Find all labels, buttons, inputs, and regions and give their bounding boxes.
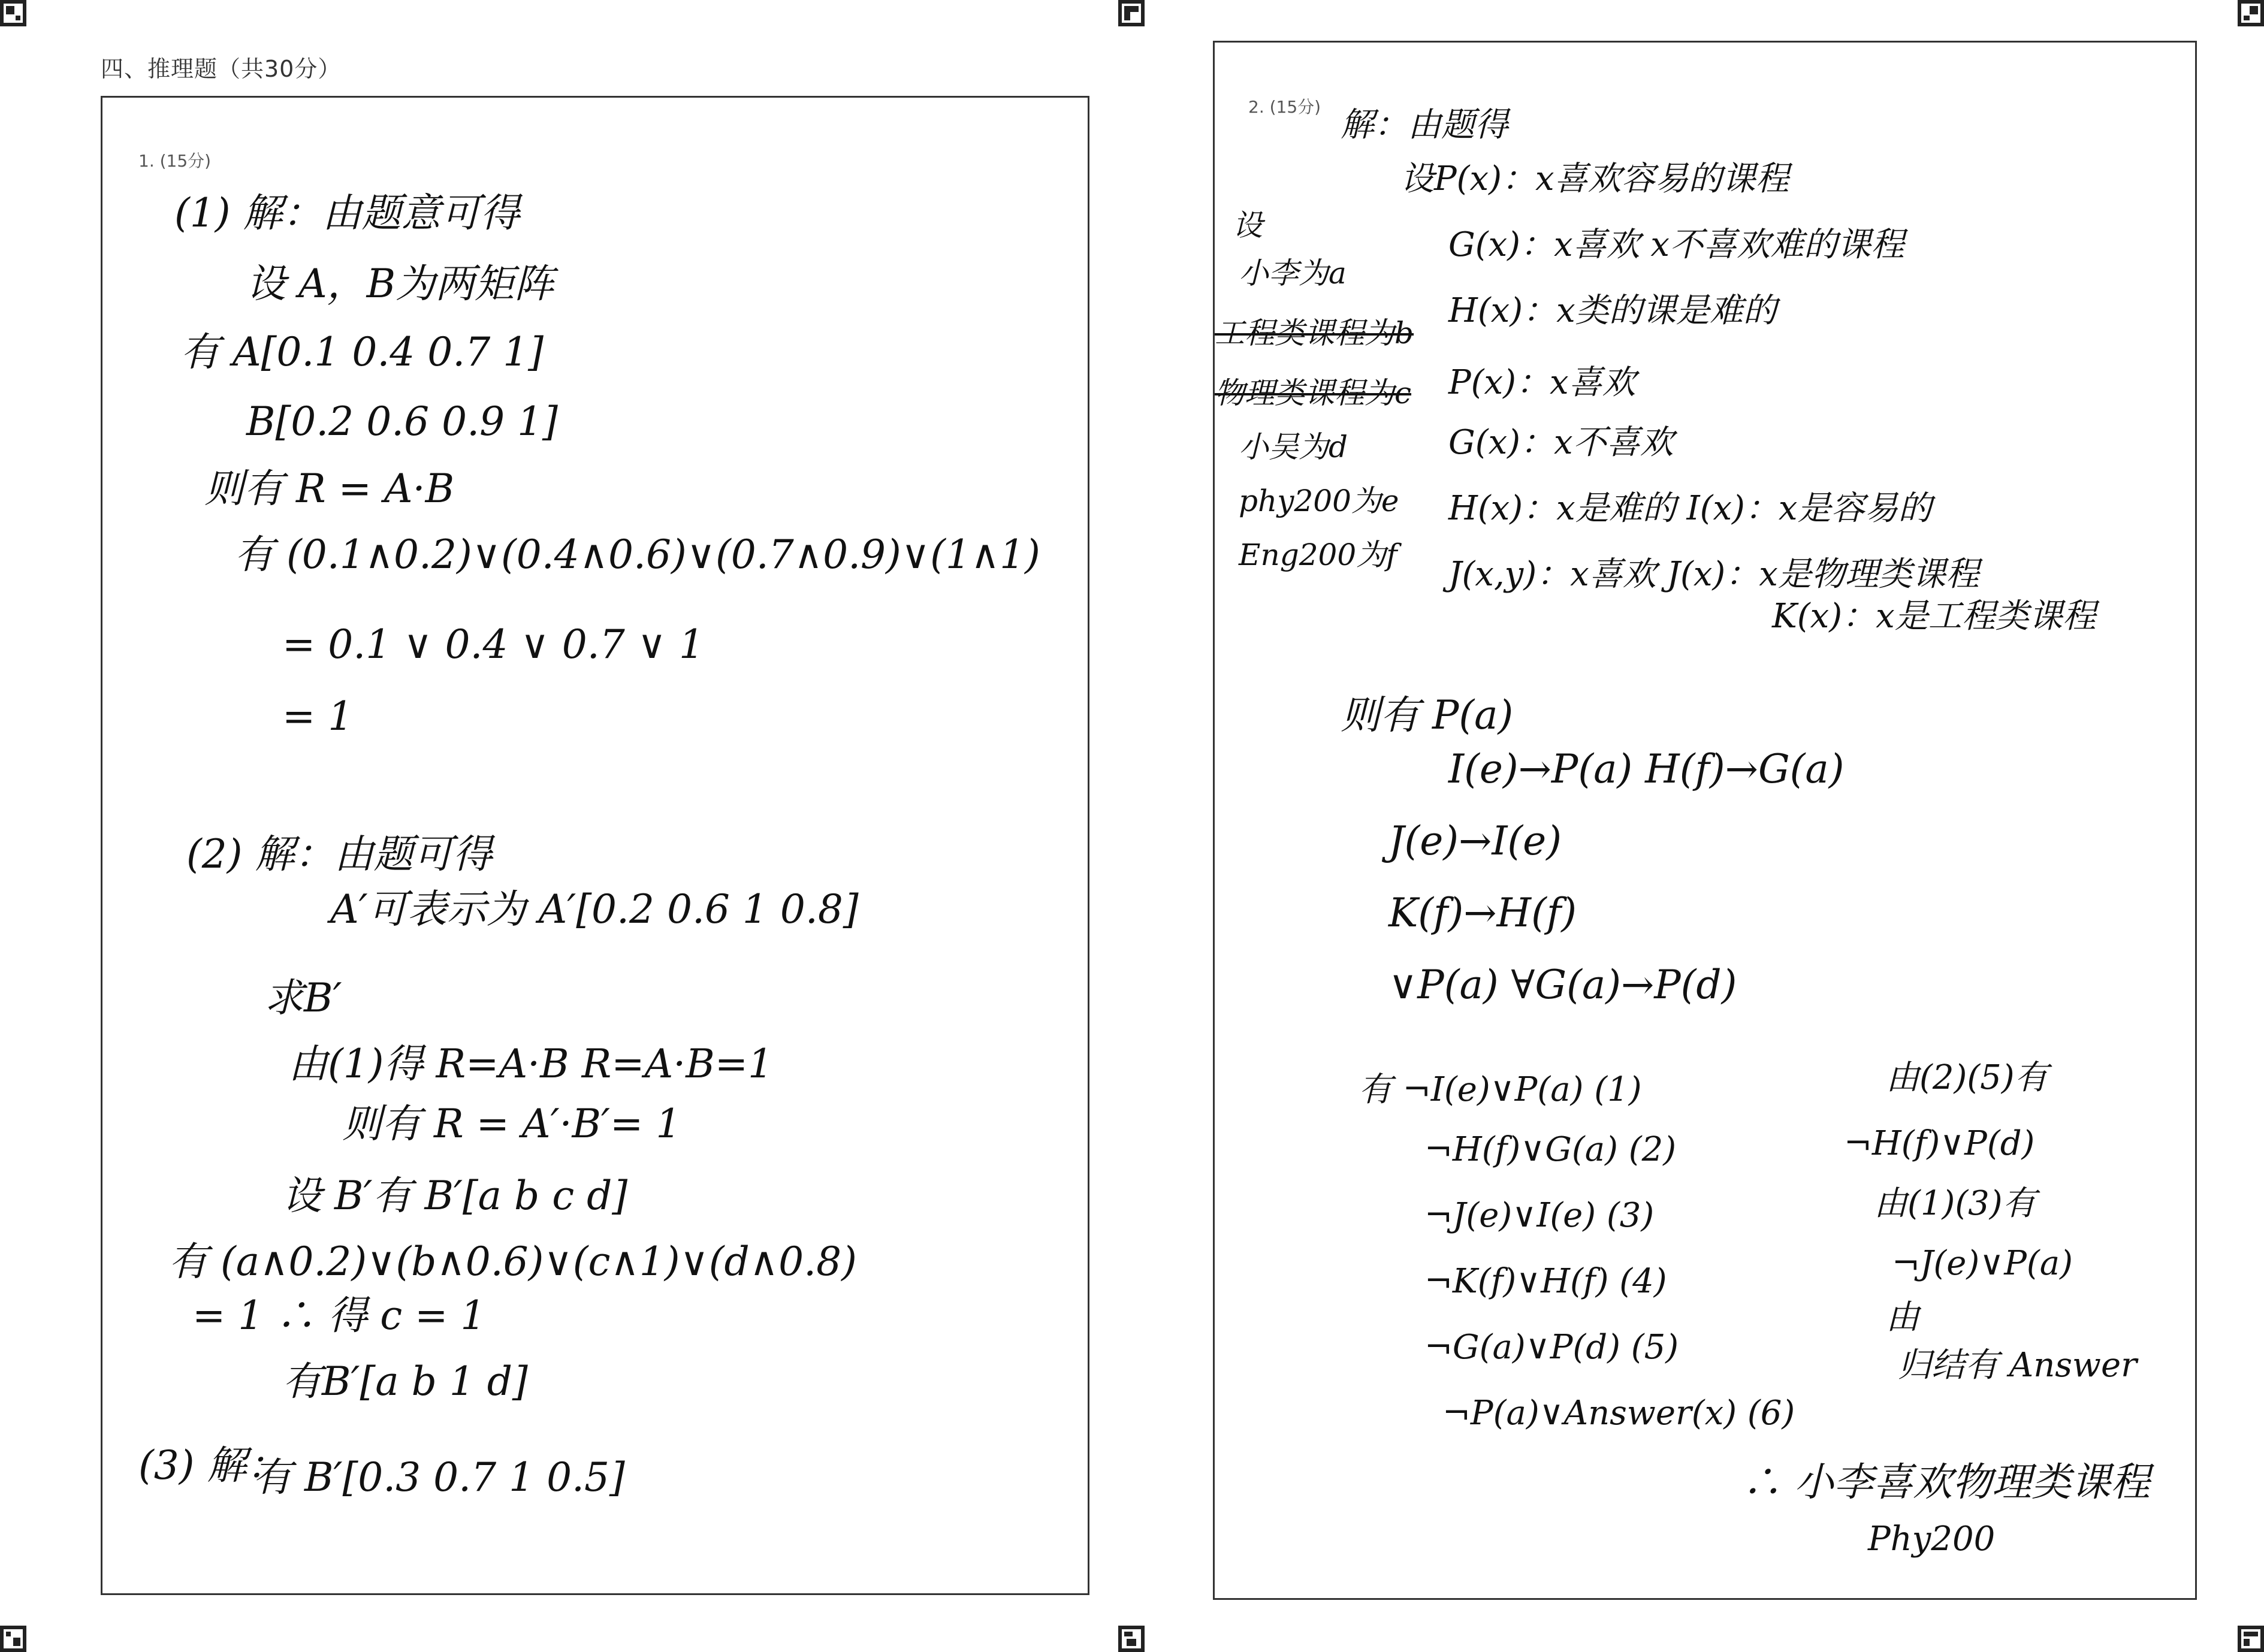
q2-resolution-line: 由	[1886, 1298, 1919, 1337]
q2-premise-line: J(e)→I(e)	[1388, 818, 1562, 864]
q2-margin-line: 小李为a	[1239, 256, 1347, 291]
q2-clause-line: ¬H(f)∨G(a) (2)	[1424, 1130, 1677, 1169]
q2-margin-line: 物理类课程为c	[1215, 376, 1412, 410]
q1-line: = 0.1 ∨ 0.4 ∨ 0.7 ∨ 1	[282, 621, 704, 668]
q2-clause-line: ¬P(a)∨Answer(x) (6)	[1442, 1394, 1795, 1433]
question-2-label: 2. (15分)	[1248, 97, 1321, 117]
q2-resolution-line: 由(2)(5)有	[1886, 1058, 2048, 1097]
q1-line: (1) 解：由题意可得	[174, 190, 520, 236]
q1-line: 有 B′[0.3 0.7 1 0.5]	[252, 1454, 625, 1500]
q1-line: = 1 ∴ 得 c = 1	[192, 1292, 486, 1339]
q2-resolution-line: 由(1)(3)有	[1874, 1184, 2036, 1223]
q2-margin-line: Eng200为f	[1239, 537, 1397, 572]
q2-margin-line: phy200为e	[1239, 484, 1399, 518]
registration-marker-top-left	[0, 0, 26, 26]
q2-clause-line: ¬G(a)∨P(d) (5)	[1424, 1328, 1679, 1367]
q2-premise-line: 则有 P(a)	[1341, 692, 1514, 738]
q1-line: 由(1)得 R=A·B R=A·B=1	[288, 1041, 774, 1087]
q2-definition-line: K(x)：x是工程类课程	[1772, 597, 2096, 636]
q1-line: (2) 解：由题可得	[186, 831, 493, 877]
q2-definition-line: G(x)：x喜欢 x不喜欢难的课程	[1448, 225, 1904, 264]
q1-line: A′可表示为 A′[0.2 0.6 1 0.8]	[330, 886, 859, 932]
q2-resolution-line: 归结有 Answer	[1898, 1346, 2137, 1385]
q2-definition-line: H(x)：x是难的 I(x)：x是容易的	[1448, 489, 1932, 528]
q2-conclusion-line: Phy200	[1868, 1520, 1996, 1559]
q1-line: (3) 解：	[138, 1442, 286, 1488]
registration-marker-top-center	[1118, 0, 1145, 26]
registration-marker-bottom-center	[1118, 1626, 1145, 1652]
q1-line: 则有 R = A·B	[204, 466, 455, 512]
registration-marker-bottom-right	[2238, 1626, 2264, 1652]
q2-definition-line: J(x,y)：x喜欢 J(x)：x是物理类课程	[1448, 555, 1979, 594]
question-1-label: 1. (15分)	[138, 151, 212, 171]
q1-line: 有 A[0.1 0.4 0.7 1]	[180, 329, 544, 375]
q1-line: 有B′[a b 1 d]	[282, 1358, 528, 1405]
q2-conclusion-line: ∴ 小李喜欢物理类课程	[1742, 1459, 2150, 1505]
q2-premise-line: K(f)→H(f)	[1388, 890, 1577, 936]
q2-clause-line: ¬J(e)∨I(e) (3)	[1424, 1196, 1655, 1235]
q2-definition-line: H(x)：x类的课是难的	[1448, 291, 1777, 330]
q1-line: B[0.2 0.6 0.9 1]	[246, 398, 558, 445]
q2-resolution-line: ¬H(f)∨P(d)	[1844, 1124, 2035, 1163]
answer-box-question-2	[1213, 41, 2197, 1600]
q1-line: 设 B′有 B′[a b c d]	[282, 1173, 628, 1219]
q2-definition-line: G(x)：x不喜欢	[1448, 423, 1674, 462]
q2-margin-line: 小吴为d	[1239, 430, 1348, 464]
q1-line: 有 (a∧0.2)∨(b∧0.6)∨(c∧1)∨(d∧0.8)	[168, 1239, 857, 1285]
q2-premise-line: I(e)→P(a) H(f)→G(a)	[1448, 746, 1845, 792]
q1-line: 设 A，B为两矩阵	[246, 261, 554, 307]
registration-marker-top-right	[2238, 0, 2264, 26]
section-title: 四、推理题（共30分）	[101, 56, 342, 82]
q2-definition-line: 设P(x)：x喜欢容易的课程	[1400, 159, 1789, 198]
q1-line: = 1	[282, 693, 354, 739]
q2-margin-line: 工程类课程为b	[1215, 316, 1414, 351]
q2-premise-line: ∨P(a) ∀G(a)→P(d)	[1388, 962, 1737, 1008]
q2-definition-line: 解：由题得	[1341, 105, 1508, 144]
q2-clause-line: 有 ¬I(e)∨P(a) (1)	[1359, 1070, 1642, 1109]
q2-resolution-line: ¬J(e)∨P(a)	[1892, 1244, 2073, 1283]
q1-line: 有 (0.1∧0.2)∨(0.4∧0.6)∨(0.7∧0.9)∨(1∧1)	[234, 531, 1040, 578]
q1-line: 求B′	[264, 975, 342, 1021]
q2-clause-line: ¬K(f)∨H(f) (4)	[1424, 1262, 1667, 1301]
q2-definition-line: P(x)：x喜欢	[1448, 363, 1636, 402]
q2-margin-line: 设	[1233, 208, 1263, 243]
registration-marker-bottom-left	[0, 1626, 26, 1652]
q1-line: 则有 R = A′·B′= 1	[342, 1101, 681, 1147]
answer-box-question-1	[101, 96, 1089, 1595]
